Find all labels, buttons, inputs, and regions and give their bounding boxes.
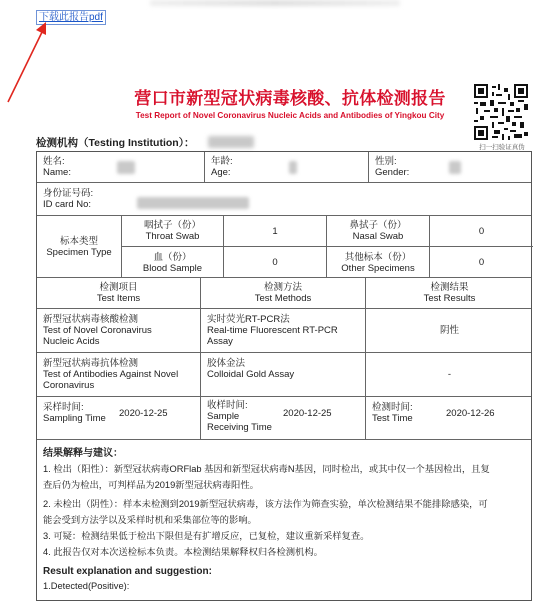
download-pdf-link[interactable]: 下载此报告pdf (36, 10, 106, 25)
other-cn: 其他标本（份） (344, 251, 412, 263)
test-methods-header (201, 278, 366, 308)
gender-redacted (449, 161, 461, 174)
blood-sample-count: 0 (224, 247, 327, 278)
specimen-type-en: Specimen Type (46, 246, 112, 258)
test-item-en-2: Nucleic Acids (43, 336, 100, 347)
throat-en: Throat Swab (145, 231, 200, 242)
gender-label-en: Gender: (375, 167, 410, 178)
test-method-cn: 实时荧光RT-PCR法 (207, 314, 290, 325)
institution-label: 检测机构（Testing Institution）： (36, 137, 195, 149)
qr-code-icon (474, 84, 528, 140)
blood-en: Blood Sample (142, 262, 203, 274)
other-specimens-count: 0 (478, 257, 485, 268)
interpretation-line: 能会受到方法学以及采样时机和采集部位等的影响。 (43, 515, 257, 525)
id-label-en: ID card No: (43, 199, 92, 210)
blood-sample-label (122, 247, 224, 278)
test-item-cn: 新型冠状病毒抗体检测 (43, 358, 139, 369)
red-arrow-annotation (0, 0, 60, 110)
test-result-cell: 阴性 (439, 325, 459, 336)
times-row (37, 397, 531, 440)
receiving-time-value: 2020-12-25 (283, 408, 332, 419)
test-results-header (366, 278, 533, 308)
id-redacted (137, 197, 249, 209)
blood-cn: 血（份） (153, 251, 192, 263)
table-row (37, 309, 531, 353)
blurred-header (150, 0, 400, 6)
interpretation-line: 3. 可疑：检测结果低于检出下限但是有扩增反应，已复检，建议重新采样复查。 (43, 531, 370, 541)
test-item-cell (37, 309, 201, 352)
age-redacted (289, 161, 297, 174)
table-row (37, 353, 531, 397)
test-method-cell (201, 353, 366, 396)
test-methods-cn: 检测方法 (263, 282, 302, 293)
age-cell (205, 152, 369, 182)
test-items-header (37, 278, 201, 308)
specimen-type-cn: 标本类型 (59, 235, 98, 247)
test-items-en: Test Items (96, 293, 141, 304)
test-method-cell (201, 309, 366, 352)
test-method-cn: 胶体金法 (207, 358, 246, 369)
test-time-cell (366, 397, 533, 439)
id-label-cn: 身份证号码: (43, 188, 94, 199)
sampling-time-cell (37, 397, 201, 439)
throat-swab-label (122, 216, 224, 247)
throat-swab-count: 1 (224, 216, 327, 247)
test-item-cell (37, 353, 201, 396)
receiving-time-cell (201, 397, 366, 439)
age-label-cn: 年龄: (211, 156, 233, 167)
qr-caption: 扫一扫验证真伪 (479, 144, 525, 151)
interpretation-title: 结果解释与建议： (43, 448, 123, 459)
other-en: Other Specimens (341, 262, 415, 274)
test-method-en-2: Assay (207, 336, 233, 347)
explanation-line-en: 1.Detected(Positive): (43, 581, 130, 591)
id-row (37, 183, 531, 216)
test-items-cn: 检测项目 (99, 282, 138, 293)
nasal-swab-count: 0 (430, 216, 533, 247)
report-title-cn: 营口市新型冠状病毒核酸、抗体检测报告 (134, 89, 446, 108)
test-results-en: Test Results (423, 293, 476, 304)
explanation-title-en: Result explanation and suggestion: (43, 566, 212, 577)
interpretation-line: 查后仍为检出，可判样品为2019新型冠状病毒阳性。 (43, 480, 259, 490)
test-method-en: Colloidal Gold Assay (207, 369, 295, 380)
test-methods-en: Test Methods (254, 293, 312, 304)
id-cell (37, 183, 531, 215)
interpretation-section (37, 440, 531, 602)
test-item-cn: 新型冠状病毒核酸检测 (43, 314, 139, 325)
test-item-en: Test of Antibodies Against Novel (43, 369, 179, 380)
test-item-en: Test of Novel Coronavirus (43, 325, 152, 336)
nasal-en: Nasal Swab (352, 231, 404, 242)
receiving-time-en-2: Receiving Time (207, 422, 272, 433)
nasal-cn: 鼻拭子（份） (349, 220, 407, 231)
receiving-time-cn: 收样时间: (207, 400, 248, 411)
nasal-swab-label (327, 216, 430, 247)
other-specimens-label (327, 247, 430, 278)
patient-info-row (37, 152, 531, 183)
report-table (36, 151, 532, 601)
test-result-cell: - (447, 369, 452, 380)
tests-header-row (37, 278, 531, 309)
specimen-type-cell (37, 216, 122, 277)
throat-cn: 咽拭子（份） (143, 220, 201, 231)
sampling-time-value: 2020-12-25 (119, 408, 168, 419)
test-time-en: Test Time (372, 413, 413, 424)
sampling-time-cn: 采样时间: (43, 402, 84, 413)
name-redacted (117, 161, 135, 174)
test-time-cn: 检测时间: (372, 402, 413, 413)
name-label-en: Name: (43, 167, 71, 178)
interpretation-line: 1. 检出（阳性）：新型冠状病毒ORFlab 基因和新型冠状病毒N基因，同时检出，或其中仅一个基因检出，且复 (43, 464, 490, 474)
test-time-value: 2020-12-26 (446, 408, 495, 419)
report-title-en: Test Report of Novel Coronavirus Nucleic Acids and Antibodies of Yingkou City (135, 111, 445, 120)
age-label-en: Age: (211, 167, 231, 178)
gender-label-cn: 性别: (375, 156, 397, 167)
test-item-en-2: Coronavirus (43, 380, 95, 391)
interpretation-line: 2. 未检出（阴性）：样本未检测到2019新型冠状病毒，该方法作为筛查实验，单次检测结果不能排除感染，可 (43, 499, 488, 509)
specimen-row (37, 216, 531, 278)
institution-redacted (208, 136, 254, 148)
receiving-time-en: Sample (207, 411, 240, 422)
test-results-cn: 检测结果 (430, 282, 469, 293)
test-method-en: Real-time Fluorescent RT-PCR (207, 325, 338, 336)
name-label-cn: 姓名: (43, 156, 65, 167)
interpretation-line: 4. 此报告仅对本次送检标本负责。本检测结果解释权归各检测机构。 (43, 547, 323, 557)
sampling-time-en: Sampling Time (43, 413, 106, 424)
